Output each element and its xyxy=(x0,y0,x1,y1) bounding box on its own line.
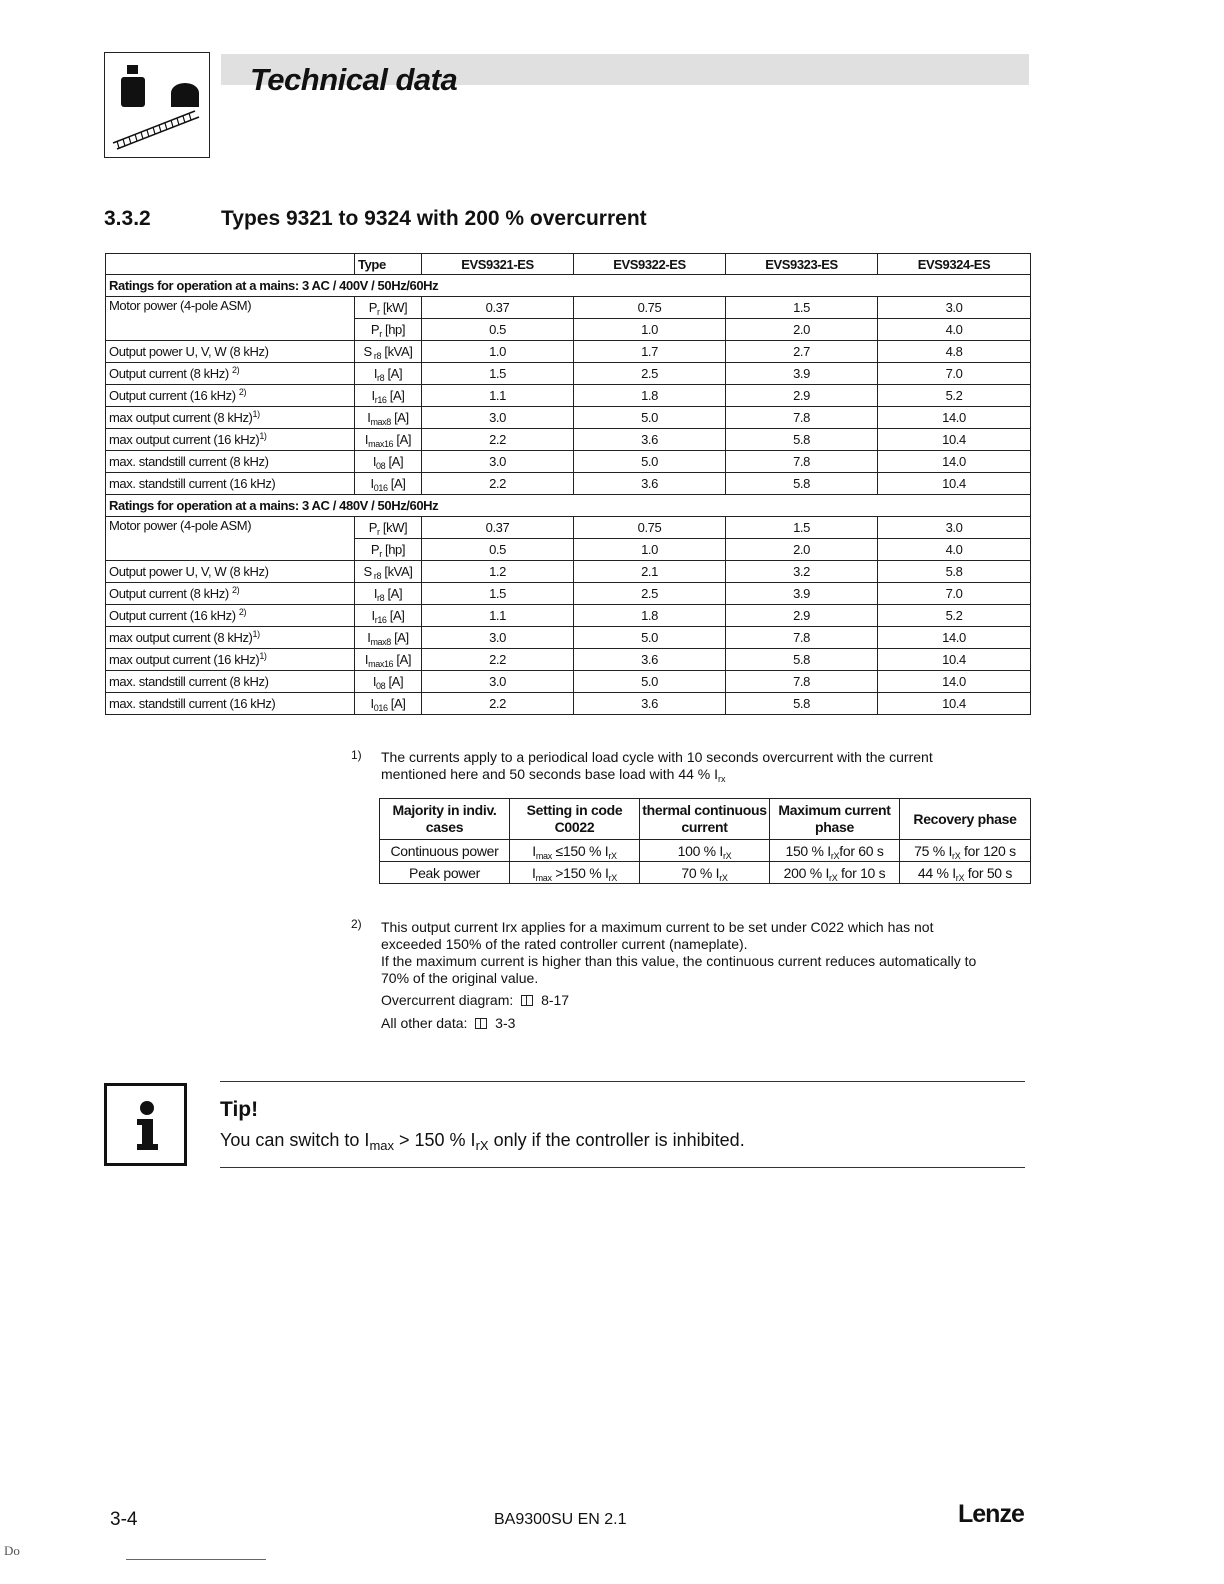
book-icon xyxy=(475,1018,487,1029)
info-icon xyxy=(104,1083,187,1166)
table-cell: 5.8 xyxy=(878,561,1031,583)
row-symbol: $I_{max16}$ [A] xyxy=(355,649,422,671)
table-cell: 4.8 xyxy=(878,341,1031,363)
table-cell: 3.0 xyxy=(422,407,574,429)
group-row-400v xyxy=(106,275,1031,297)
footnote-2-line: 70% of the original value. xyxy=(381,970,539,986)
table-header-row xyxy=(106,254,1031,275)
table-cell: 7.8 xyxy=(726,671,878,693)
row-label: max output current (8 kHz)$^{1)}$ xyxy=(106,627,355,649)
table-cell: 3.0 xyxy=(422,451,574,473)
subtable-header: Setting in code C0022 xyxy=(510,799,640,840)
row-symbol: $I_{08}$ [A] xyxy=(355,671,422,693)
table-cell: 3.6 xyxy=(574,473,726,495)
stray-link-line xyxy=(126,1559,266,1560)
table-row xyxy=(106,517,1031,539)
table-cell: 1.0 xyxy=(574,539,726,561)
table-cell: 1.5 xyxy=(422,583,574,605)
page-title: Technical data xyxy=(250,62,458,97)
header-model: EVS9324-ES xyxy=(878,254,1031,275)
table-cell: 1.0 xyxy=(574,319,726,341)
subtable-cell: $I_{max} \le 150$ % $I_{rX}$ xyxy=(510,840,640,862)
table-cell: 0.5 xyxy=(422,539,574,561)
table-cell: 1.5 xyxy=(422,363,574,385)
header-blank xyxy=(106,254,355,275)
table-cell: 1.8 xyxy=(574,385,726,407)
table-cell: 10.4 xyxy=(878,473,1031,495)
table-cell: 3.2 xyxy=(726,561,878,583)
table-cell: 5.8 xyxy=(726,473,878,495)
subtable-cell: Continuous power xyxy=(380,840,510,862)
row-symbol: $I_{016}$ [A] xyxy=(355,693,422,715)
table-row xyxy=(106,451,1031,473)
row-symbol: $I_{016}$ [A] xyxy=(355,473,422,495)
row-label: Motor power (4-pole ASM) xyxy=(106,297,355,341)
tip-divider-bottom xyxy=(220,1167,1025,1168)
footnote-2-line: If the maximum current is higher than this value, the continuous current reduces automatically to xyxy=(381,953,977,969)
table-cell: 3.6 xyxy=(574,649,726,671)
table-cell: 2.2 xyxy=(422,473,574,495)
table-cell: 1.8 xyxy=(574,605,726,627)
header-model: EVS9322-ES xyxy=(574,254,726,275)
footnote-2-line: This output current Irx applies for a maximum current to be set under C022 which has not xyxy=(381,919,934,935)
table-cell: 1.1 xyxy=(422,605,574,627)
row-symbol: $P_r$ [kW] xyxy=(355,297,422,319)
row-label: Output current (8 kHz) $^{2)}$ xyxy=(106,583,355,605)
subtable-cell: $I_{max} >150$ % $I_{rX}$ xyxy=(510,862,640,884)
ratings-table xyxy=(105,253,1031,715)
document-code: BA9300SU EN 2.1 xyxy=(494,1511,627,1528)
table-cell: 0.75 xyxy=(574,517,726,539)
subtable-header-row xyxy=(380,799,1031,840)
overcurrent-diagram-ref[interactable]: Overcurrent diagram: 8-17 xyxy=(381,992,570,1008)
row-symbol: $I_{max16}$ [A] xyxy=(355,429,422,451)
table-row xyxy=(106,341,1031,363)
table-cell: 3.6 xyxy=(574,693,726,715)
table-cell: 1.1 xyxy=(422,385,574,407)
page-number: 3-4 xyxy=(110,1509,138,1530)
other-data-ref[interactable]: All other data: 3-3 xyxy=(381,1015,516,1031)
table-cell: 7.0 xyxy=(878,363,1031,385)
table-row xyxy=(106,671,1031,693)
table-cell: 2.5 xyxy=(574,583,726,605)
table-cell: 2.1 xyxy=(574,561,726,583)
section-number: 3.3.2 xyxy=(104,207,151,230)
table-cell: 2.0 xyxy=(726,319,878,341)
table-row xyxy=(106,297,1031,319)
table-cell: 1.5 xyxy=(726,517,878,539)
row-label: Output current (16 kHz) $^{2)}$ xyxy=(106,605,355,627)
table-cell: 10.4 xyxy=(878,429,1031,451)
table-cell: 1.7 xyxy=(574,341,726,363)
table-cell: 5.0 xyxy=(574,451,726,473)
row-symbol: $P_r$ [kW] xyxy=(355,517,422,539)
table-cell: 5.2 xyxy=(878,605,1031,627)
tip-divider-top xyxy=(220,1081,1025,1082)
table-cell: 2.9 xyxy=(726,605,878,627)
row-symbol: $I_{max8}$ [A] xyxy=(355,627,422,649)
table-row xyxy=(106,407,1031,429)
table-cell: 4.0 xyxy=(878,319,1031,341)
group-label: Ratings for operation at a mains: 3 AC / 480V / 50Hz/60Hz xyxy=(106,495,1031,517)
table-cell: 0.75 xyxy=(574,297,726,319)
table-cell: 1.2 xyxy=(422,561,574,583)
table-cell: 5.2 xyxy=(878,385,1031,407)
table-row xyxy=(106,429,1031,451)
table-cell: 14.0 xyxy=(878,671,1031,693)
table-cell: 0.37 xyxy=(422,517,574,539)
table-row xyxy=(106,363,1031,385)
row-label: max. standstill current (8 kHz) xyxy=(106,671,355,693)
row-label: Output current (16 kHz) $^{2)}$ xyxy=(106,385,355,407)
table-row xyxy=(106,605,1031,627)
table-cell: 2.2 xyxy=(422,429,574,451)
section-title: Types 9321 to 9324 with 200 % overcurrent xyxy=(221,207,647,230)
table-cell: 2.0 xyxy=(726,539,878,561)
row-label: max. standstill current (16 kHz) xyxy=(106,693,355,715)
table-cell: 3.0 xyxy=(878,517,1031,539)
table-cell: 7.8 xyxy=(726,407,878,429)
row-symbol: $I_{r8}$ [A] xyxy=(355,363,422,385)
row-symbol: $I_{r16}$ [A] xyxy=(355,605,422,627)
table-cell: 3.0 xyxy=(422,671,574,693)
table-row xyxy=(380,840,1031,862)
footnote-2-mark: 2) xyxy=(351,917,362,931)
table-cell: 10.4 xyxy=(878,649,1031,671)
table-cell: 5.8 xyxy=(726,649,878,671)
row-symbol: $I_{max8}$ [A] xyxy=(355,407,422,429)
table-cell: 0.5 xyxy=(422,319,574,341)
table-cell: 2.9 xyxy=(726,385,878,407)
table-cell: 10.4 xyxy=(878,693,1031,715)
table-row xyxy=(106,583,1031,605)
table-cell: 14.0 xyxy=(878,451,1031,473)
footnote-1-text xyxy=(381,749,1031,783)
row-symbol: $I_{r8}$ [A] xyxy=(355,583,422,605)
brand-logo: Lenze xyxy=(958,1500,1024,1528)
table-cell: 14.0 xyxy=(878,627,1031,649)
row-label: Output current (8 kHz) $^{2)}$ xyxy=(106,363,355,385)
subtable-cell: 44 % $I_{rX}$ for 50 s xyxy=(900,862,1031,884)
row-symbol: S $_{r8}$ [kVA] xyxy=(355,341,422,363)
row-label: max output current (8 kHz)$^{1)}$ xyxy=(106,407,355,429)
table-cell: 2.5 xyxy=(574,363,726,385)
table-row xyxy=(106,693,1031,715)
table-cell: 5.8 xyxy=(726,693,878,715)
table-cell: 1.0 xyxy=(422,341,574,363)
table-row xyxy=(106,649,1031,671)
row-label: Motor power (4-pole ASM) xyxy=(106,517,355,561)
table-cell: 5.0 xyxy=(574,627,726,649)
stray-text: Do xyxy=(4,1543,20,1558)
subtable-header: Majority in indiv. cases xyxy=(380,799,510,840)
table-cell: 0.37 xyxy=(422,297,574,319)
table-cell: 2.2 xyxy=(422,649,574,671)
table-cell: 5.0 xyxy=(574,407,726,429)
subtable-cell: 70 % $I_{rX}$ xyxy=(640,862,770,884)
tip-title: Tip! xyxy=(220,1098,259,1121)
table-cell: 7.0 xyxy=(878,583,1031,605)
header-model: EVS9323-ES xyxy=(726,254,878,275)
subtable-cell: 150 % $I_{rX}for$ 60 s xyxy=(770,840,900,862)
row-label: Output power U, V, W (8 kHz) xyxy=(106,341,355,363)
subtable-cell: 200 % $I_{rX}$ for 10 s xyxy=(770,862,900,884)
overcurrent-table xyxy=(379,798,1031,884)
header-model: EVS9321-ES xyxy=(422,254,574,275)
table-row xyxy=(106,561,1031,583)
table-row xyxy=(106,385,1031,407)
table-cell: 3.0 xyxy=(422,627,574,649)
group-row-480v xyxy=(106,495,1031,517)
subtable-header: Maximum current phase xyxy=(770,799,900,840)
table-cell: 1.5 xyxy=(726,297,878,319)
table-row xyxy=(106,473,1031,495)
row-symbol: $I_{08}$ [A] xyxy=(355,451,422,473)
footnote-1-line: The currents apply to a periodical load cycle with 10 seconds overcurrent with the current xyxy=(381,749,933,765)
table-cell: 3.9 xyxy=(726,583,878,605)
table-cell: 2.7 xyxy=(726,341,878,363)
table-cell: 4.0 xyxy=(878,539,1031,561)
table-cell: 7.8 xyxy=(726,627,878,649)
subtable-cell: 75 % $I_{rX}$ for 120 s xyxy=(900,840,1031,862)
group-label: Ratings for operation at a mains: 3 AC / 400V / 50Hz/60Hz xyxy=(106,275,1031,297)
row-label: max output current (16 kHz)$^{1)}$ xyxy=(106,429,355,451)
footnote-2-line: exceeded 150% of the rated controller current (nameplate). xyxy=(381,936,748,952)
row-label: max output current (16 kHz)$^{1)}$ xyxy=(106,649,355,671)
table-cell: 3.6 xyxy=(574,429,726,451)
row-symbol: $I_{r16}$ [A] xyxy=(355,385,422,407)
table-cell: 5.8 xyxy=(726,429,878,451)
table-cell: 3.0 xyxy=(878,297,1031,319)
table-cell: 3.9 xyxy=(726,363,878,385)
footnote-1-line: mentioned here and 50 seconds base load with 44 % $I_{rx}$ xyxy=(381,766,726,784)
table-cell: 7.8 xyxy=(726,451,878,473)
table-cell: 14.0 xyxy=(878,407,1031,429)
table-cell: 5.0 xyxy=(574,671,726,693)
row-symbol: $P_r$ [hp] xyxy=(355,539,422,561)
tip-text: You can switch to $I_{max} > 150$ % $I_{rX}$ only if the controller is inhibited. xyxy=(220,1130,745,1153)
table-cell: 2.2 xyxy=(422,693,574,715)
subtable-header: thermal continuous current xyxy=(640,799,770,840)
technical-data-logo xyxy=(104,52,210,158)
weight-scale-icon xyxy=(105,53,209,157)
row-symbol: $P_r$ [hp] xyxy=(355,319,422,341)
footnote-1-mark: 1) xyxy=(351,748,362,762)
row-symbol: S $_{r8}$ [kVA] xyxy=(355,561,422,583)
subtable-header: Recovery phase xyxy=(900,799,1031,840)
footnote-2-text xyxy=(381,919,1031,1032)
table-row xyxy=(106,627,1031,649)
row-label: max. standstill current (8 kHz) xyxy=(106,451,355,473)
row-label: max. standstill current (16 kHz) xyxy=(106,473,355,495)
row-label: Output power U, V, W (8 kHz) xyxy=(106,561,355,583)
table-row xyxy=(380,862,1031,884)
subtable-cell: 100 % $I_{rX}$ xyxy=(640,840,770,862)
subtable-cell: Peak power xyxy=(380,862,510,884)
header-type: Type xyxy=(355,254,422,275)
book-icon xyxy=(521,995,533,1006)
